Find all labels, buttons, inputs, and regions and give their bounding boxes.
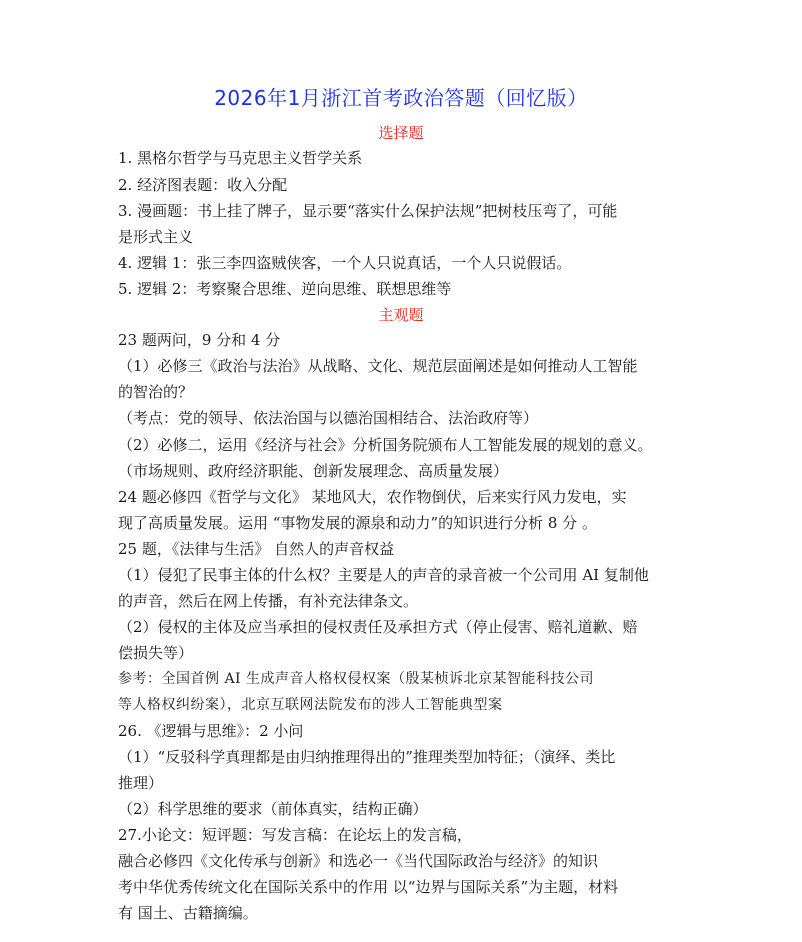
document-title: 2026年1月浙江首考政治答题（回忆版） xyxy=(214,86,588,110)
text-line: 融合必修四《文化传承与创新》和选必一《当代国际政治与经济》的知识 xyxy=(118,852,599,870)
text-line: 27.小论文：短评题：写发言稿：在论坛上的发言稿， xyxy=(118,826,472,844)
text-line: （1）必修三《政治与法治》从战略、文化、规范层面阐述是如何推动人工智能 xyxy=(118,357,638,375)
reference-line: 参考：全国首例 AI 生成声音人格权侵权案（殷某桢诉北京某智能科技公司 xyxy=(118,671,595,687)
text-line: 26. 《逻辑与思维》：2 小问 xyxy=(118,722,304,740)
text-line: （2）科学思维的要求（前体真实，结构正确） xyxy=(118,800,428,818)
text-line: （1）侵犯了民事主体的什么权？主要是人的声音的录音被一个公司用 AI 复制他 xyxy=(118,566,649,584)
text-line: 2. 经济图表题：收入分配 xyxy=(118,176,288,194)
text-line: 24 题必修四《哲学与文化》 某地风大，农作物倒伏，后来实行风力发电，实 xyxy=(118,488,627,506)
text-line: 的智治的？ xyxy=(118,383,194,401)
text-line: 是形式主义 xyxy=(118,228,194,246)
text-line: （市场规则、政府经济职能、创新发展理念、高质量发展） xyxy=(118,462,509,480)
text-line: 25 题，《法律与生活》 自然人的声音权益 xyxy=(118,540,395,558)
text-line: 5. 逻辑 2：考察聚合思维、逆向思维、联想思维等 xyxy=(118,280,452,298)
text-line: （考点：党的领导、依法治国与以德治国相结合、法治政府等） xyxy=(118,409,539,427)
text-line: 23 题两问，9 分和 4 分 xyxy=(118,331,281,349)
text-line: 有 国土、古籍摘编。 xyxy=(118,904,258,922)
text-line: 偿损失等） xyxy=(118,644,194,662)
text-line: 1. 黑格尔哲学与马克思主义哲学关系 xyxy=(118,149,363,167)
text-line: （2）必修二，运用《经济与社会》分析国务院颁布人工智能发展的规划的意义。 xyxy=(118,436,653,454)
text-line: （2）侵权的主体及应当承担的侵权责任及承担方式（停止侵害、赔礼道歉、赔 xyxy=(118,618,638,636)
text-line: 考中华优秀传统文化在国际关系中的作用 以“边界与国际关系”为主题，材料 xyxy=(118,878,619,896)
text-line: 现了高质量发展。运用 “事物发展的源泉和动力”的知识进行分析 8 分 。 xyxy=(118,514,597,532)
text-line: 的声音，然后在网上传播，有补充法律条文。 xyxy=(118,592,419,610)
text-line: （1）“反驳科学真理都是由归纳推理得出的”推理类型加特征；（演绎、类比 xyxy=(118,748,616,766)
text-line: 4. 逻辑 1：张三李四盗贼侠客，一个人只说真话，一个人只说假话。 xyxy=(118,254,572,272)
text-line: 3. 漫画题：书上挂了牌子，显示要“落实什么保护法规”把树枝压弯了，可能 xyxy=(118,202,618,220)
reference-line: 等人格权纠纷案），北京互联网法院发布的涉人工智能典型案 xyxy=(118,697,503,713)
text-line: 推理） xyxy=(118,774,164,792)
section-heading-subjective: 主观题 xyxy=(378,306,424,324)
section-heading-choice: 选择题 xyxy=(378,124,424,142)
